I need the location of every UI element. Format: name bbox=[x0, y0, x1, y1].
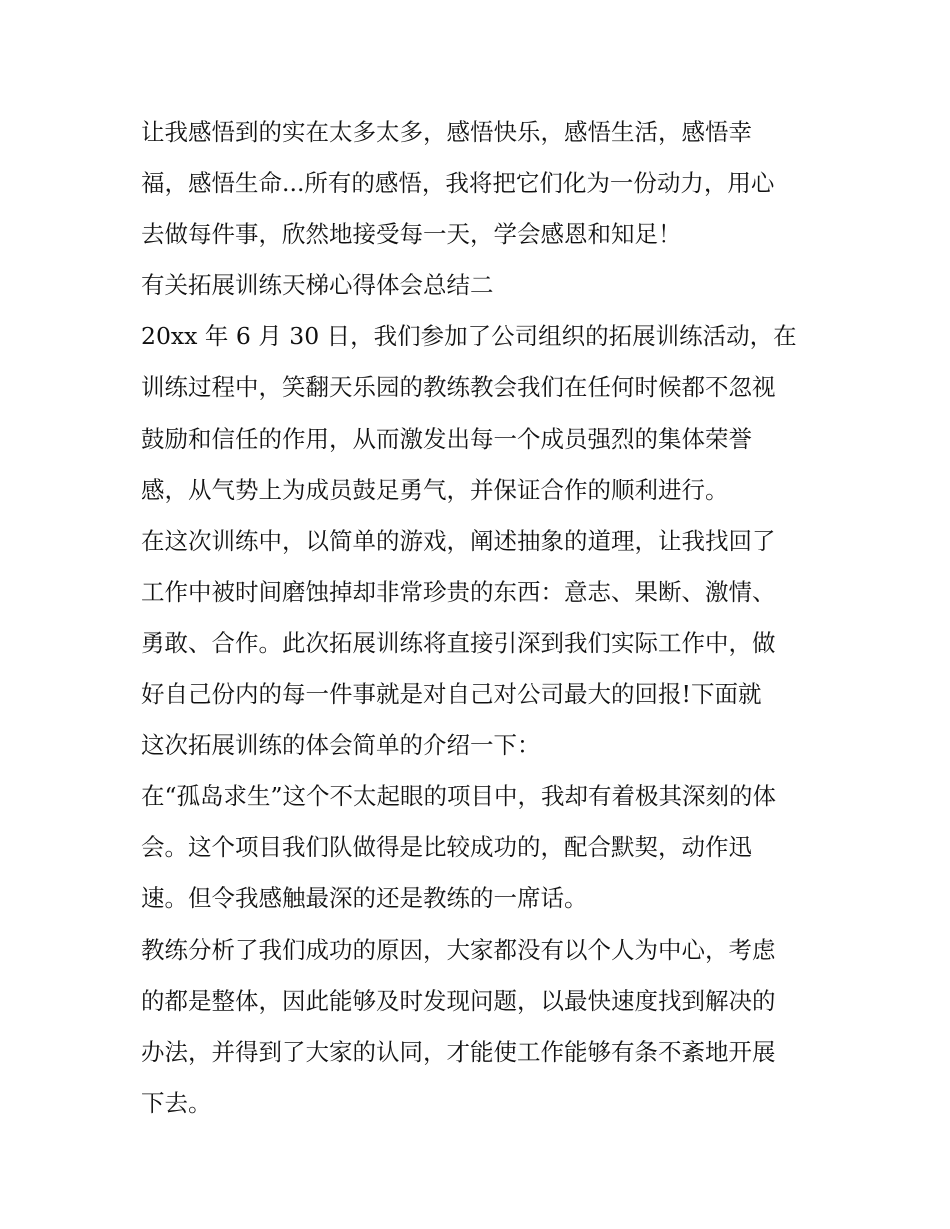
paragraph-line: 工作中被时间磨蚀掉却非常珍贵的东西：意志、果断、激情、 bbox=[141, 577, 776, 606]
paragraph-line: 下去。 bbox=[141, 1088, 212, 1117]
paragraph-line: 让我感悟到的实在太多太多，感悟快乐，感悟生活，感悟幸 bbox=[141, 118, 752, 146]
paragraph-line: 在这次训练中，以简单的游戏，阐述抽象的道理，让我找回了 bbox=[141, 526, 776, 555]
document-body bbox=[141, 107, 821, 1129]
paragraph-line: 20xx 年 6 月 30 日，我们参加了公司组织的拓展训练活动，在 bbox=[141, 322, 797, 351]
section-heading: 有关拓展训练天梯心得体会总结二 bbox=[141, 271, 494, 300]
paragraph-line: 感，从气势上为成员鼓足勇气，并保证合作的顺利进行。 bbox=[141, 475, 729, 504]
paragraph-line: 勇敢、合作。此次拓展训练将直接引深到我们实际工作中，做 bbox=[141, 628, 776, 657]
paragraph-line: 的都是整体，因此能够及时发现问题，以最快速度找到解决的 bbox=[141, 986, 776, 1015]
paragraph-line: 会。这个项目我们队做得是比较成功的，配合默契，动作迅 bbox=[141, 833, 752, 862]
paragraph-line: 训练过程中，笑翻天乐园的教练教会我们在任何时候都不忽视 bbox=[141, 373, 776, 402]
paragraph-line: 鼓励和信任的作用，从而激发出每一个成员强烈的集体荣誉 bbox=[141, 424, 752, 453]
paragraph-line: 在“孤岛求生”这个不太起眼的项目中，我却有着极其深刻的体 bbox=[141, 782, 777, 811]
paragraph-line: 福，感悟生命...所有的感悟，我将把它们化为一份动力，用心 bbox=[141, 169, 775, 198]
paragraph-line: 这次拓展训练的体会简单的介绍一下： bbox=[141, 731, 541, 760]
paragraph-line: 速。但令我感触最深的还是教练的一席话。 bbox=[141, 884, 588, 913]
paragraph-line: 教练分析了我们成功的原因，大家都没有以个人为中心，考虑 bbox=[141, 935, 776, 964]
paragraph-line: 去做每件事，欣然地接受每一天，学会感恩和知足！ bbox=[141, 220, 682, 249]
paragraph-line: 办法，并得到了大家的认同，才能使工作能够有条不紊地开展 bbox=[141, 1037, 776, 1066]
paragraph-line: 好自己份内的每一件事就是对自己对公司最大的回报!下面就 bbox=[141, 680, 762, 709]
